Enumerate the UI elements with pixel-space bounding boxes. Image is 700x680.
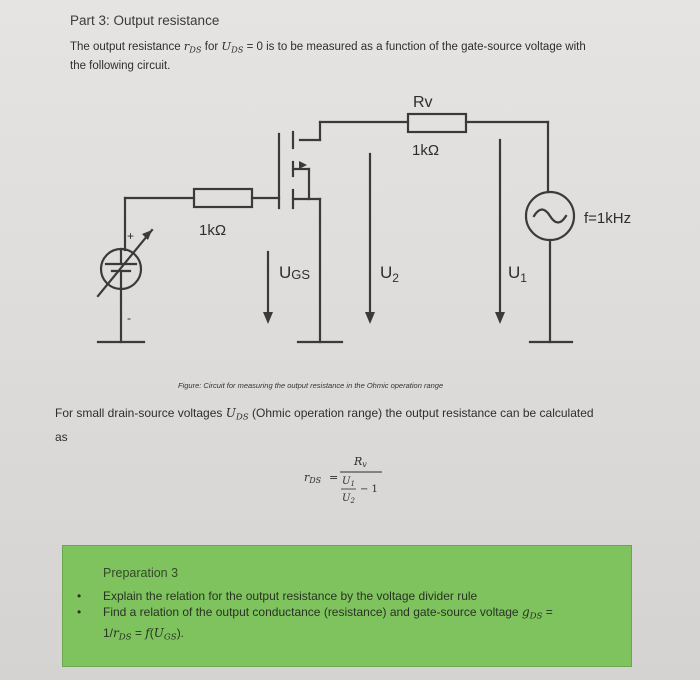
intro-uds-symbol — [221, 39, 243, 53]
paren-open: ( — [149, 625, 154, 640]
formula-lhs-sub: DS — [309, 476, 322, 485]
ugs-arrowhead-icon — [263, 312, 273, 324]
preparation-list — [77, 588, 623, 645]
prep-ugs-base: U — [153, 625, 164, 640]
minus-sign: - — [127, 311, 131, 325]
prep-rds-base: r — [113, 625, 119, 640]
sine-icon — [534, 210, 566, 223]
body-arrow-icon — [299, 161, 307, 169]
plus-sign: + — [127, 229, 135, 243]
para-text-1: For small drain-source voltages — [55, 406, 223, 420]
gds-base: g — [521, 605, 530, 619]
formula-num-sub: v — [362, 460, 367, 469]
figure-caption: Figure: Circuit for measuring the output resistance in the Ohmic operation range — [178, 381, 444, 390]
intro-text-2: for — [204, 41, 219, 53]
para-uds-symbol — [225, 406, 249, 423]
formula-lhs-base: r — [304, 471, 310, 484]
formula-u1 — [342, 476, 355, 488]
para-text-2: (Ohmic operation range) the output resistance can be calculated — [252, 406, 594, 420]
para-uds-sub: DS — [235, 412, 249, 423]
prep-rds-symbol — [113, 625, 132, 643]
ugs-sub: GS — [291, 267, 311, 282]
formula-num-base: R — [354, 455, 363, 468]
gate-resistor-value: 1kΩ — [199, 222, 227, 239]
intro-text-1: The output resistance — [70, 41, 181, 53]
function-equals: = — [134, 625, 142, 640]
ugs-main: U — [279, 263, 292, 282]
prep-ugs-symbol — [153, 625, 177, 643]
paren-close: ). — [176, 625, 185, 640]
formula-u2-base: U — [342, 493, 351, 504]
u1-label — [508, 263, 527, 285]
section-heading: Part 3: Output resistance — [70, 13, 220, 28]
bullet-icon: • — [77, 605, 82, 619]
formula-equals: = — [329, 471, 339, 484]
preparation-item-1-text: Explain the relation for the output resistance by the voltage divider rule — [103, 589, 478, 603]
preparation-item-2 — [77, 604, 623, 645]
formula-u2-sub: 2 — [350, 497, 355, 505]
intro-uds-sub: DS — [231, 44, 244, 55]
gate-resistor — [194, 189, 252, 207]
intro-rds-symbol — [184, 39, 202, 53]
intro-text-4: the following circuit. — [70, 60, 171, 73]
preparation-item-1 — [77, 588, 623, 604]
preparation-box — [62, 545, 632, 667]
rv-value: 1kΩ — [412, 142, 440, 159]
u2-arrowhead-icon — [365, 312, 375, 324]
formula-u1-sub: 1 — [350, 480, 355, 488]
preparation-title: Preparation 3 — [103, 566, 179, 580]
intro-uds-base: U — [221, 39, 232, 53]
u1-arrowhead-icon — [495, 312, 505, 324]
u2-main: U — [380, 263, 393, 282]
gds-sub: DS — [529, 611, 543, 622]
intro-rds-base: r — [183, 39, 190, 53]
ugs-label — [279, 263, 310, 282]
inverse-prefix: 1/ — [103, 625, 114, 640]
gds-symbol — [521, 605, 543, 622]
gds-equals: = — [545, 605, 553, 619]
bullet-icon: • — [77, 589, 82, 603]
u1-sub: 1 — [520, 271, 527, 285]
rv-label: Rv — [413, 94, 433, 111]
rds-formula — [302, 450, 412, 520]
u1-main: U — [508, 263, 521, 282]
formula-numerator — [353, 455, 367, 469]
u2-label — [380, 263, 399, 285]
para-uds-base: U — [225, 406, 236, 420]
formula-intro-paragraph — [55, 404, 655, 447]
function-f: f — [145, 625, 150, 640]
formula-minus-one: − 1 — [360, 484, 378, 495]
intro-rds-sub: DS — [189, 44, 202, 55]
formula-lhs — [304, 471, 322, 485]
rv-resistor — [408, 114, 466, 132]
u2-sub: 2 — [392, 271, 399, 285]
preparation-item-2-text: Find a relation of the output conductance (resistance) and gate-source voltage — [103, 605, 519, 619]
para-text-3: as — [55, 429, 68, 444]
intro-paragraph — [70, 38, 630, 75]
formula-u2 — [342, 493, 355, 505]
circuit-diagram — [0, 80, 700, 380]
prep-ugs-sub: GS — [163, 632, 177, 643]
intro-text-3: = 0 is to be measured as a function of the gate-source voltage with — [246, 41, 586, 53]
adjust-arrowhead-icon — [142, 230, 152, 240]
frequency-label: f=1kHz — [584, 210, 632, 227]
prep-rds-sub: DS — [118, 632, 132, 643]
formula-u1-base: U — [342, 476, 351, 487]
